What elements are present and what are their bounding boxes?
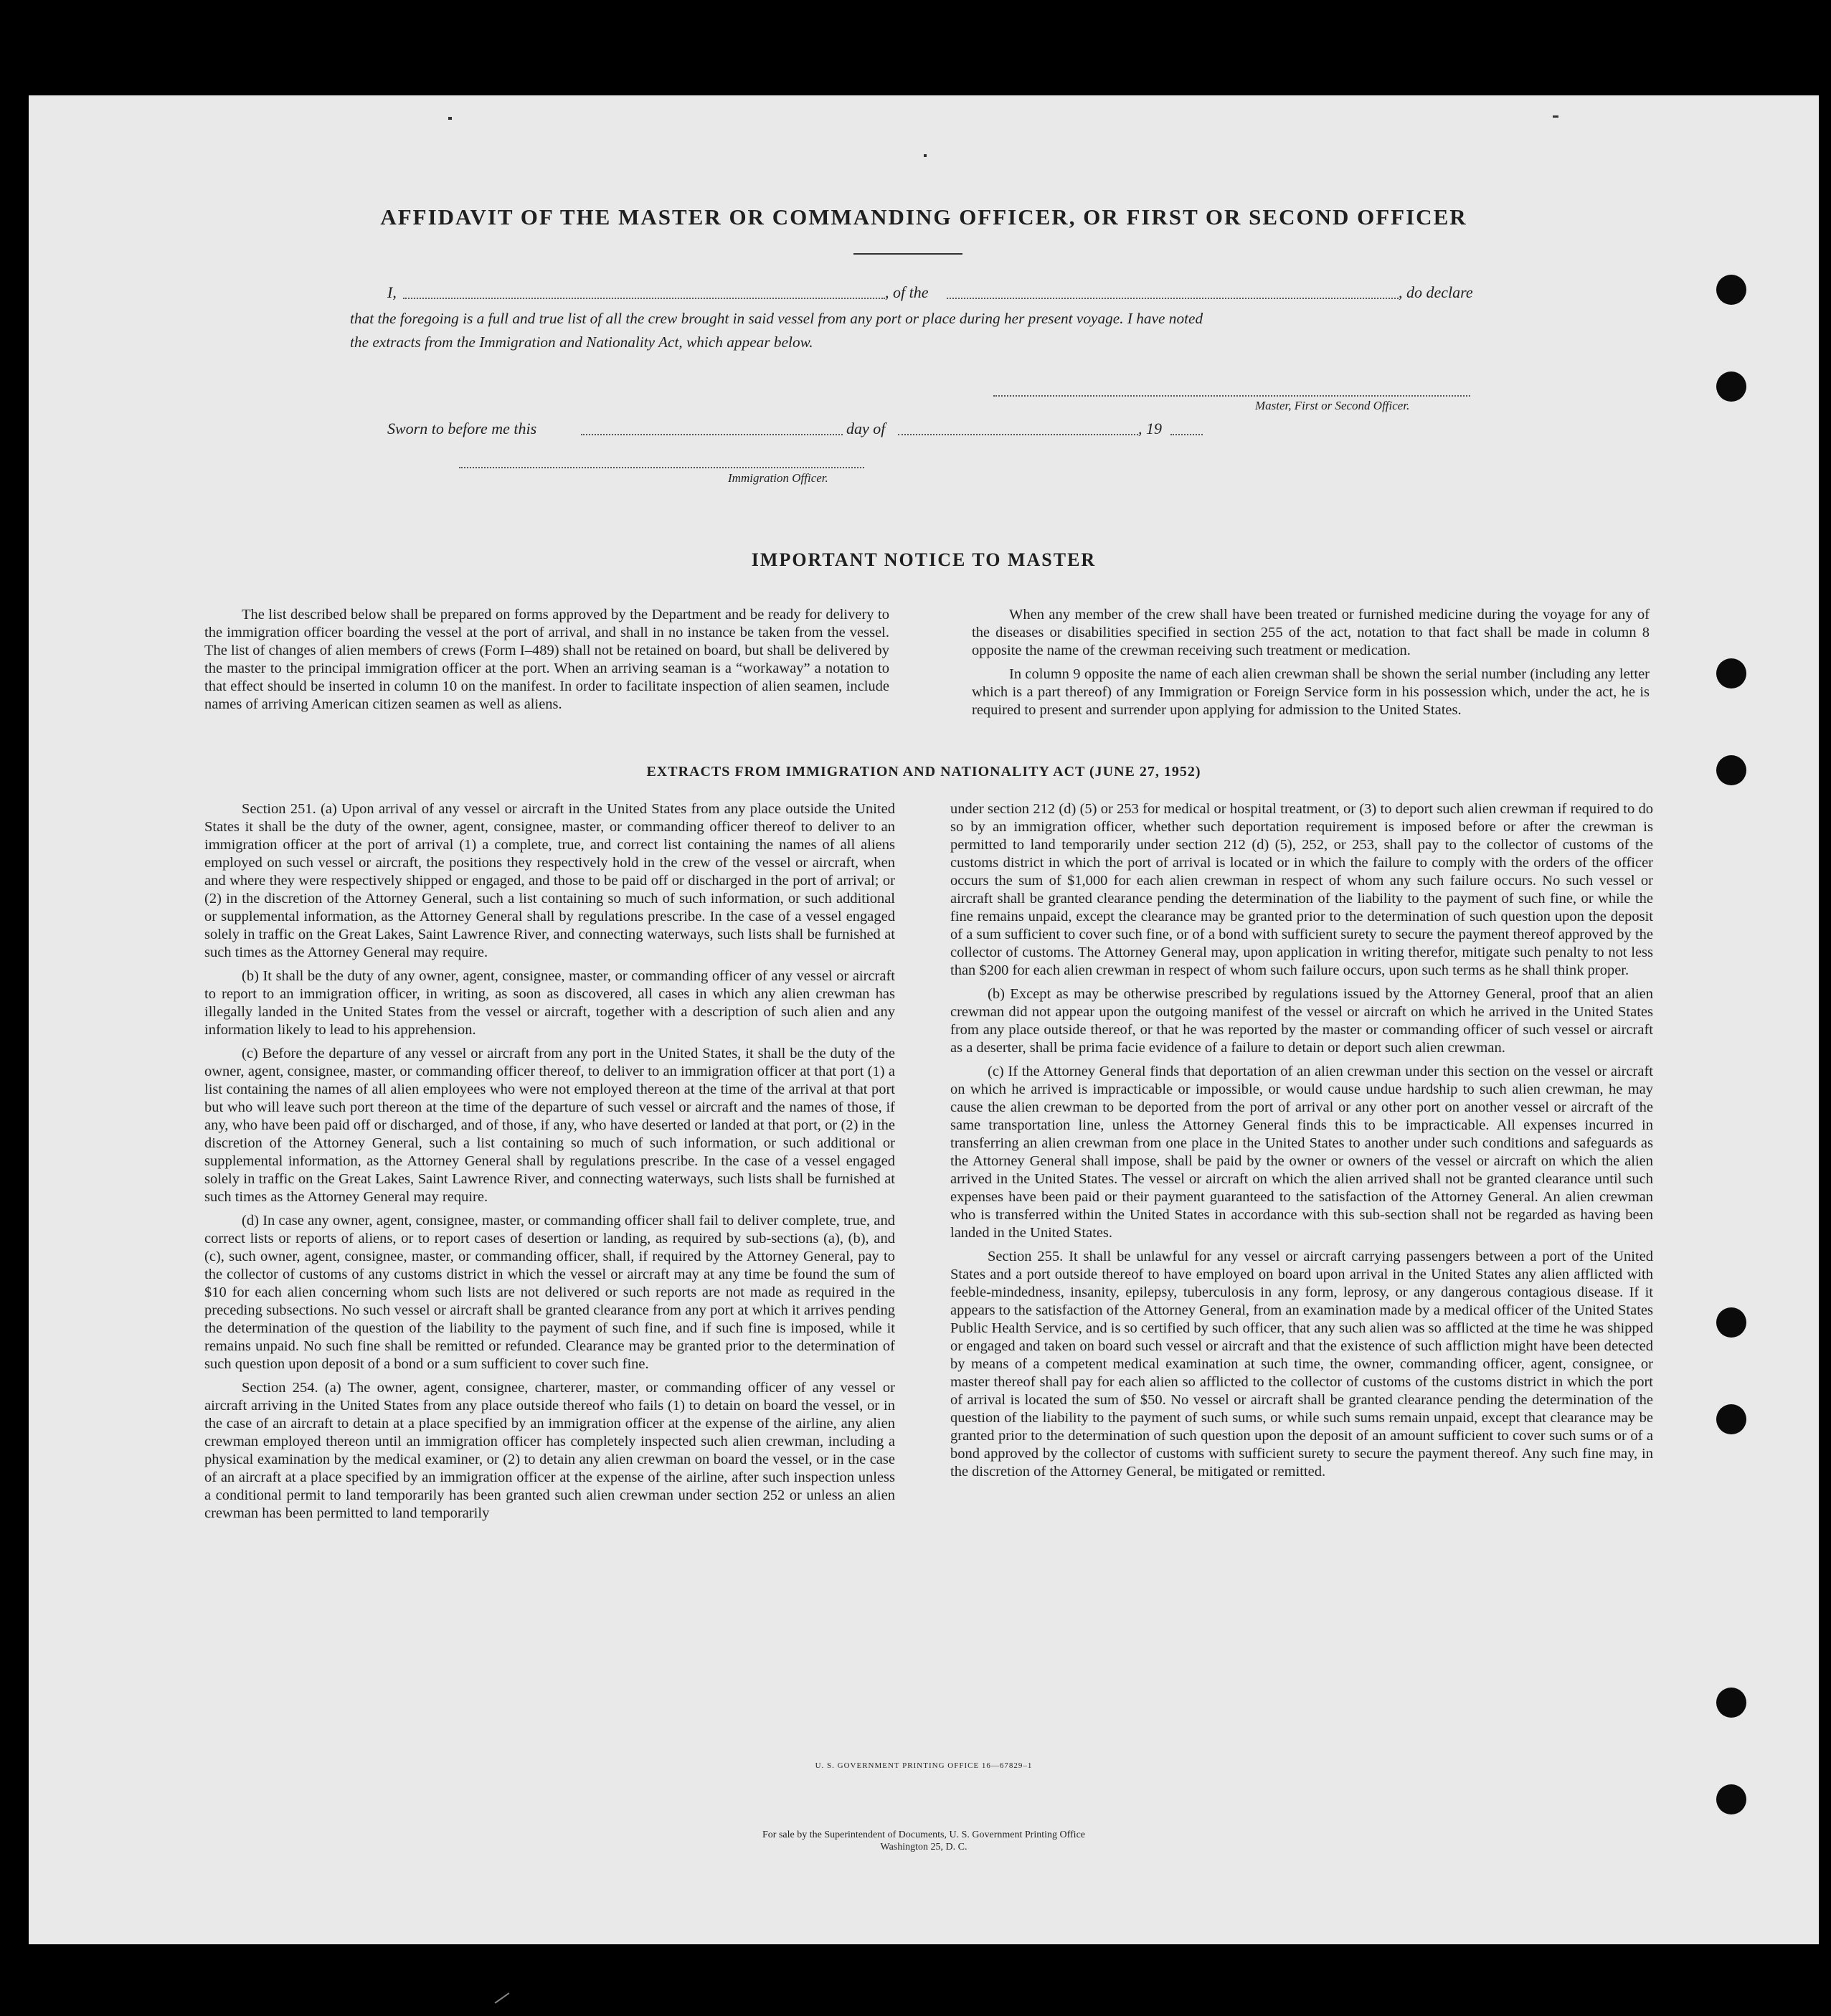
affidavit-declare-label: , do declare — [1399, 283, 1473, 301]
scan-speck — [924, 154, 927, 157]
sworn-month-blank[interactable] — [898, 434, 1138, 435]
section-paragraph: Section 251. (a) Upon arrival of any vessel or aircraft in the United States from any place outside the United States it shall be the duty of the owner, agent, consignee, master, or commanding officer thereof to deliver to an immigration officer at the port of arrival (1) a complete, true, and correct list containing the names of all aliens employed on such vessel or aircraft, the positions they respectively hold in the crew of the vessel or aircraft, when and where they were respectively shipped or engaged, and those to be paid off or discharged in the port of arrival; or (2) in the discretion of the Attorney General, such a list containing so much of such information, or such additional or supplemental information, as the Attorney General shall by regulations prescribe. In the case of a vessel engaged solely in traffic on the Great Lakes, Saint Lawrence River, and connecting waterways, such lists shall be furnished at such times as the Attorney General may require. — [204, 801, 895, 960]
binder-hole — [1716, 658, 1746, 688]
sworn-label: Sworn to before me this — [387, 420, 537, 437]
name-blank[interactable] — [403, 298, 885, 299]
sworn-year-blank[interactable] — [1170, 434, 1203, 435]
section-paragraph: under section 212 (d) (5) or 253 for medical or hospital treatment, or (3) to deport such alien crewman if required to do so by an immigration officer, whether such deportation requirement is imposed before or after the crewman is permitted to land temporarily under section 212 (d) (5), 252, or 253, shall pay to the collector of customs of the customs district in which the port of arrival is located or in which the failure to comply with the orders of the officer occurs the sum of $1,000 for each alien crewman in respect of whom any such failure occurs. No such vessel or aircraft shall be granted clearance pending the determination of the liability to the payment of such fine, or while the fine remains unpaid, except the clearance may be granted prior to the determination of such question upon the deposit of a sum sufficient to cover such fine, or of a bond with sufficient surety to secure the payment thereof approved by the collector of customs. The Attorney General may, upon application in writing therefor, mitigate such penalty to not less than $200 for each alien crewman in respect of whom such failure occurs, upon such terms as he shall think proper. — [950, 801, 1653, 978]
affidavit-title: AFFIDAVIT OF THE MASTER OR COMMANDING OFFICER, OR FIRST OR SECOND OFFICER — [380, 204, 1467, 229]
affidavit-statement: that the foregoing is a full and true list of all the crew brought in said vessel from any port or place during her present voyage. I have noted — [350, 310, 1203, 327]
scan-speck — [448, 117, 452, 120]
section-paragraph: Section 254. (a) The owner, agent, consignee, charterer, master, or commanding officer of any vessel or aircraft arriving in the United States from any place outside thereof who fails (1) to detain on board the vessel, or in the case of an aircraft to detain at a place specified by an immigration officer at the expense of the airline, any alien crewman employed thereon until an immigration officer has completely inspected such alien crewman, including a physical examination by the medical examiner, or (2) to detain any alien crewman on board the vessel, or in the case of an aircraft at a place specified by an immigration officer at the expense of the airline, after such inspection unless a conditional permit to land temporarily has been granted such alien crewman under section 252 or unless an alien crewman has been permitted to land temporarily — [204, 1380, 895, 1521]
for-sale-imprint — [29, 1829, 1819, 1853]
binder-hole — [1716, 1404, 1746, 1434]
border-scratch — [495, 1992, 510, 2003]
title-underline — [853, 253, 962, 255]
notice-left-column — [204, 606, 889, 719]
immigration-officer-caption: Immigration Officer. — [728, 471, 828, 485]
extracts-right-column — [950, 800, 1653, 1487]
section-paragraph: (b) Except as may be otherwise prescribed by regulations issued by the Attorney General, proof that an alien crewman did not appear upon the outgoing manifest of the vessel or aircraft on which he arrived in the United States from any place outside thereof, or that he was reported by the master or commanding officer of such vessel or aircraft as a deserter, shall be prima facie evidence of a failure to detain or deport such alien crewman. — [950, 986, 1653, 1056]
section-paragraph: Section 255. It shall be unlawful for any vessel or aircraft carrying passengers between a port of the United States and a port outside thereof to have employed on board upon arrival in the United States any alien afflicted with feeble-mindedness, insanity, epilepsy, tuberculosis in any form, leprosy, or any dangerous contagious disease. If it appears to the satisfaction of the Attorney General, from an examination made by a medical officer of the United States Public Health Service, and is so certified by such officer, that any such alien was so afflicted at the time he was shipped or engaged and taken on board such vessel or aircraft and that the existence of such affliction might have been detected by means of a competent medical examination at such time, the owner, commanding officer, agent, consignee, or master thereof shall pay for each alien so afflicted to the collector of customs of the customs district in which the port of arrival is located the sum of $50. No vessel or aircraft shall be granted clearance pending the determination of the question of the liability to the payment of such sums, or while such sums remain unpaid, except that clearance may be granted prior to the determination of such question upon the deposit of an amount sufficient to cover such sums or of a bond approved by the collector of customs with sufficient surety to secure the payment thereof. Any such fine may, in the discretion of the Attorney General, be mitigated or remitted. — [950, 1249, 1653, 1480]
section-paragraph: (c) Before the departure of any vessel or aircraft from any port in the United States, it shall be the duty of the owner, agent, consignee, master, or commanding officer thereof, to deliver to an immigration officer at that port (1) a list containing the names of all alien employees who were not employed thereon at the time of the arrival at that port but who will leave such port thereon at the time of the departure of such vessel or aircraft and the names of those, if any, who have been paid off or discharged, and of those, if any, who have deserted or landed at that port, or (2) in the discretion of the Attorney General, such a list containing so much of such information, or such additional or supplemental information, as the Attorney General shall by regulations prescribe. In the case of a vessel engaged solely in traffic on the Great Lakes, Saint Lawrence River, and connecting waterways, such lists shall be furnished at such times as the Attorney General may require. — [204, 1046, 895, 1205]
year-label: , 19 — [1138, 420, 1162, 437]
master-signature-caption: Master, First or Second Officer. — [1255, 399, 1410, 412]
vessel-blank[interactable] — [947, 298, 1399, 299]
immigration-officer-signature-line[interactable] — [459, 467, 864, 468]
notice-paragraph: In column 9 opposite the name of each alien crewman shall be shown the serial number (including any letter which is a part thereof) of any Immigration or Foreign Service form in his possession which, under the act, he is required to present and surrender upon applying for admission to the United States. — [972, 666, 1650, 718]
for-sale-line-2: Washington 25, D. C. — [880, 1842, 967, 1852]
notice-title: IMPORTANT NOTICE TO MASTER — [751, 549, 1097, 570]
binder-hole — [1716, 1688, 1746, 1718]
printing-office-imprint: U. S. GOVERNMENT PRINTING OFFICE 16—67829–1 — [815, 1761, 1033, 1770]
affidavit-i-label: I, — [387, 283, 397, 301]
day-of-label: day of — [846, 420, 886, 437]
affidavit-statement-cont: the extracts from the Immigration and Nationality Act, which appear below. — [350, 333, 813, 351]
sworn-day-blank[interactable] — [581, 434, 843, 435]
notice-paragraph: The list described below shall be prepared on forms approved by the Department and be ready for delivery to the immigration officer boarding the vessel at the port of arrival, and shall in no instance be taken from the vessel. The list of changes of alien members of crews (Form I–489) shall not be retained on board, but shall be delivered by the master to the principal immigration officer at the port. When an arriving seaman is a “workaway” a notation to that effect should be inserted in column 10 on the manifest. In order to facilitate inspection of alien seamen, include names of arriving American citizen seamen as well as aliens. — [204, 607, 889, 712]
section-paragraph: (d) In case any owner, agent, consignee, master, or commanding officer shall fail to deliver complete, true, and correct lists or reports of aliens, or to report cases of desertion or landing, as required by sub-sections (a), (b), and (c), such owner, agent, consignee, master, or commanding officer, shall, if required by the Attorney General, pay to the collector of customs of any customs district in which the vessel or aircraft may at any time be found the sum of $10 for each alien concerning whom such lists are not delivered or such reports are not made as required in the preceding subsections. No such vessel or aircraft shall be granted clearance from any port at which it arrives pending the determination of the question of the liability to the payment of such fine, and if such fine is imposed, while it remains unpaid. No such fine shall be remitted or refunded. Clearance may be granted prior to the determination of such question upon deposit of a bond or a sum sufficient to cover such fine. — [204, 1213, 895, 1372]
extracts-title: EXTRACTS FROM IMMIGRATION AND NATIONALITY ACT (JUNE 27, 1952) — [646, 764, 1201, 780]
notice-paragraph: When any member of the crew shall have been treated or furnished medicine during the voyage for any of the diseases or disabilities specified in section 255 of the act, notation to that fact shall be made in column 8 opposite the name of the crewman receiving such treatment or medication. — [972, 607, 1650, 658]
binder-hole — [1716, 372, 1746, 402]
binder-hole — [1716, 1307, 1746, 1338]
affidavit-of-the-label: , of the — [885, 283, 929, 301]
for-sale-line-1: For sale by the Superintendent of Documents, U. S. Government Printing Office — [762, 1830, 1085, 1840]
section-paragraph: (b) It shall be the duty of any owner, agent, consignee, master, or commanding officer of any vessel or aircraft to report to an immigration officer, in writing, as soon as discovered, all cases in which any alien crewman has illegally landed in the United States from the vessel or aircraft, together with a description of such alien and any information likely to lead to his apprehension. — [204, 968, 895, 1038]
extracts-left-column — [204, 800, 895, 1528]
binder-hole — [1716, 1784, 1746, 1814]
notice-right-column — [972, 606, 1650, 725]
section-paragraph: (c) If the Attorney General finds that deportation of an alien crewman under this section on the vessel or aircraft on which he arrived is impracticable or impossible, or would cause undue hardship to such alien crewman, he may cause the alien crewman to be deported from the port of arrival or any other port on another vessel or aircraft of the same transportation line, unless the Attorney General finds this to be impracticable. All expenses incurred in transferring an alien crewman from one place in the United States to another under such conditions and safeguards as the Attorney General shall impose, shall be paid by the owner or owners of the vessel or aircraft on which the alien arrived in the United States. The vessel or aircraft on which the alien arrived shall not be granted clearance until such expenses have been paid or their payment guaranteed to the satisfaction of the Attorney General. An alien crewman who is transferred within the United States in accordance with this sub-section shall not be regarded as having been landed in the United States. — [950, 1064, 1653, 1241]
scan-speck — [1553, 115, 1558, 118]
binder-hole — [1716, 275, 1746, 305]
master-signature-line[interactable] — [993, 395, 1470, 397]
form-sheet — [29, 95, 1819, 1944]
